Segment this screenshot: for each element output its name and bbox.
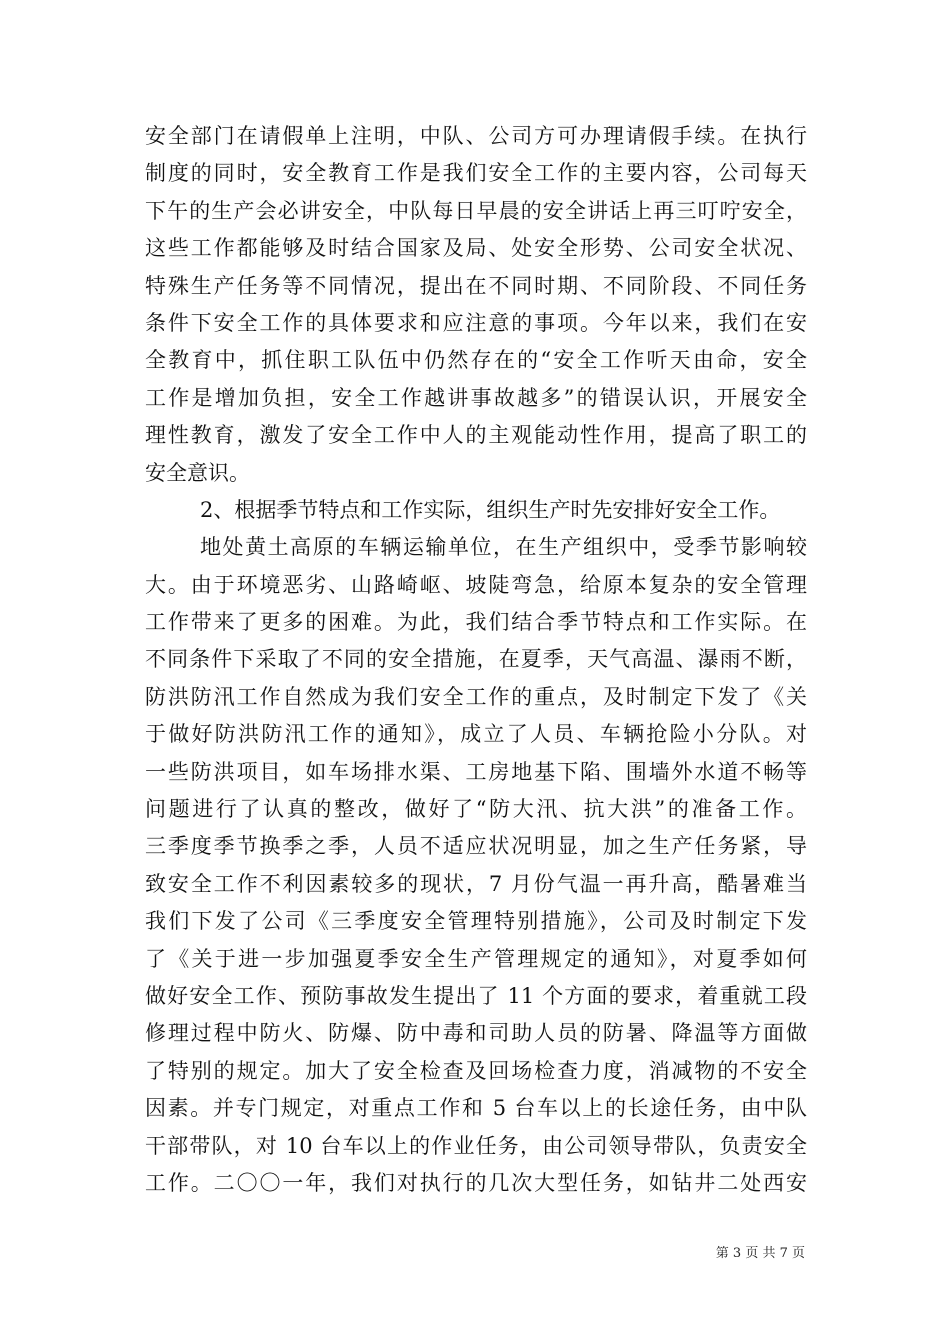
text-line: 全教育中，抓住职工队伍中仍然存在的“安全工作听天由命，安全	[145, 348, 807, 373]
text-line: 工作带来了更多的困难。为此，我们结合季节特点和工作实际。在	[145, 610, 807, 635]
text-line: 安全部门在请假单上注明，中队、公司方可办理请假手续。在执行	[145, 124, 807, 148]
text-line: 工作是增加负担，安全工作越讲事故越多”的错误认识，开展安全	[145, 385, 807, 410]
text-line: 了《关于进一步加强夏季安全生产管理规定的通知》，对夏季如何	[145, 946, 807, 971]
text-line: 这些工作都能够及时结合国家及局、处安全形势、公司安全状况、	[145, 236, 807, 261]
text-line: 下午的生产会必讲安全，中队每日早晨的安全讲话上再三叮咛安全，	[145, 198, 807, 223]
text-line: 特殊生产任务等不同情况，提出在不同时期、不同阶段、不同任务	[145, 273, 807, 298]
text-line: 条件下安全工作的具体要求和应注意的事项。今年以来，我们在安	[145, 310, 807, 335]
text-line: 理性教育，激发了安全工作中人的主观能动性作用，提高了职工的	[145, 423, 807, 448]
text-line: 干部带队，对 10 台车以上的作业任务，由公司领导带队，负责安全	[145, 1133, 807, 1158]
text-line-paragraph-end: 安全意识。	[145, 460, 250, 485]
text-line: 大。由于环境恶劣、山路崎岖、坡陡弯急，给原本复杂的安全管理	[145, 572, 807, 597]
text-line: 于做好防洪防汛工作的通知》，成立了人员、车辆抢险小分队。对	[145, 722, 807, 747]
document-body	[145, 118, 807, 1202]
text-line: 致安全工作不利因素较多的现状，7 月份气温一再升高，酷暑难当	[145, 871, 807, 896]
page-number-footer: 第 3 页 共 7 页	[715, 1246, 805, 1261]
text-line: 制度的同时，安全教育工作是我们安全工作的主要内容，公司每天	[145, 161, 807, 186]
text-line: 不同条件下采取了不同的安全措施，在夏季，天气高温、瀑雨不断，	[145, 647, 807, 672]
text-line: 问题进行了认真的整改，做好了“防大汛、抗大洪”的准备工作。	[145, 797, 807, 822]
text-line: 了特别的规定。加大了安全检查及回场检查力度，消减物的不安全	[145, 1058, 807, 1083]
text-line: 一些防洪项目，如车场排水渠、工房地基下陷、围墙外水道不畅等	[145, 759, 807, 784]
text-line: 我们下发了公司《三季度安全管理特别措施》，公司及时制定下发	[145, 909, 807, 934]
text-line: 工作。二〇〇一年，我们对执行的几次大型任务，如钻井二处西安	[145, 1170, 807, 1195]
text-line: 防洪防汛工作自然成为我们安全工作的重点，及时制定下发了《关	[145, 684, 807, 709]
text-line: 因素。并专门规定，对重点工作和 5 台车以上的长途任务，由中队	[145, 1096, 807, 1121]
text-line-paragraph-start: 地处黄土高原的车辆运输单位，在生产组织中，受季节影响较	[200, 535, 807, 560]
text-line: 修理过程中防火、防爆、防中毒和司助人员的防暑、降温等方面做	[145, 1021, 807, 1046]
text-line: 三季度季节换季之季，人员不适应状况明显，加之生产任务紧，导	[145, 834, 807, 859]
section-heading-2: 2、根据季节特点和工作实际，组织生产时先安排好安全工作。	[200, 497, 781, 522]
text-line: 做好安全工作、预防事故发生提出了 11 个方面的要求，着重就工段	[145, 983, 807, 1008]
